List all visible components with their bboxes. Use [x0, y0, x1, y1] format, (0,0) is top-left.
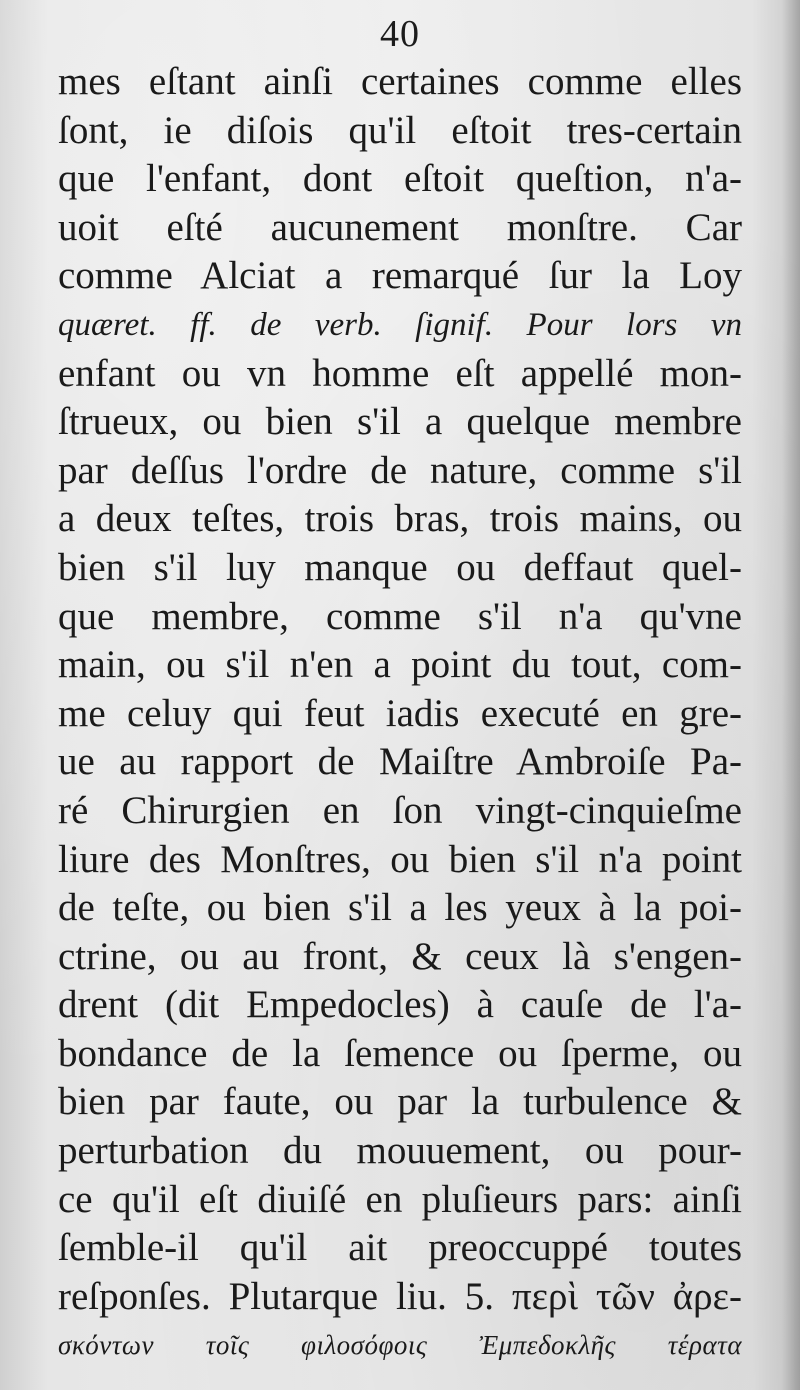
- text-line: ſtrueux, ou bien s'il a quelque membre: [58, 400, 742, 444]
- text-line: ce qu'il eſt diuiſé en pluſieurs pars: ainſi: [58, 1177, 742, 1221]
- text-line: me celuy qui feut iadis executé en gre-: [58, 691, 742, 735]
- text-line: ſemble-il qu'il ait preoccuppé toutes: [58, 1226, 742, 1270]
- text-line: enfant ou vn homme eſt appellé mon-: [58, 351, 742, 395]
- text-line: reſponſes. Plutarque liu. 5. περὶ τῶν ἀρε-: [58, 1274, 742, 1318]
- text-line: que l'enfant, dont eſtoit queſtion, n'a-: [58, 157, 742, 201]
- page-edge-shadow: [782, 0, 800, 1390]
- text-line: par deſſus l'ordre de nature, comme s'il: [58, 448, 742, 492]
- body-text: [58, 58, 742, 1370]
- text-line: main, ou s'il n'en a point du tout, com-: [58, 643, 742, 687]
- text-line: perturbation du mouuement, ou pour-: [58, 1129, 742, 1173]
- page-number: 40: [380, 13, 420, 55]
- text-line: a deux teſtes, trois bras, trois mains, ou: [58, 497, 742, 541]
- text-line: ſont, ie diſois qu'il eſtoit tres-certain: [58, 108, 742, 152]
- text-line: ue au rapport de Maiſtre Ambroiſe Pa-: [58, 740, 742, 784]
- text-line: comme Alciat a remarqué ſur la Loy: [58, 254, 742, 298]
- text-line: ré Chirurgien en ſon vingt-cinquieſme: [58, 788, 742, 832]
- text-line: bondance de la ſemence ou ſperme, ou: [58, 1031, 742, 1075]
- text-line: ctrine, ou au front, & ceux là s'engen-: [58, 934, 742, 978]
- text-line: bien s'il luy manque ou deffaut quel-: [58, 545, 742, 589]
- text-line: de teſte, ou bien s'il a les yeux à la poi-: [58, 886, 742, 930]
- text-line: que membre, comme s'il n'a qu'vne: [58, 594, 742, 638]
- text-line: drent (dit Empedocles) à cauſe de l'a-: [58, 983, 742, 1027]
- text-line-citation: quæret. ff. de verb. ſignif. Pour lors vn: [58, 306, 742, 343]
- text-line: bien par faute, ou par la turbulence &: [58, 1080, 742, 1124]
- text-line: mes eſtant ainſi certaines comme elles: [58, 60, 742, 103]
- text-line-greek: σκόντων τοῖς φιλοσόφοις Ἐμπεδοκλῆς τέρατα: [58, 1330, 742, 1361]
- text-line: uoit eſté aucunement monſtre. Car: [58, 205, 742, 249]
- text-line: liure des Monſtres, ou bien s'il n'a point: [58, 837, 742, 881]
